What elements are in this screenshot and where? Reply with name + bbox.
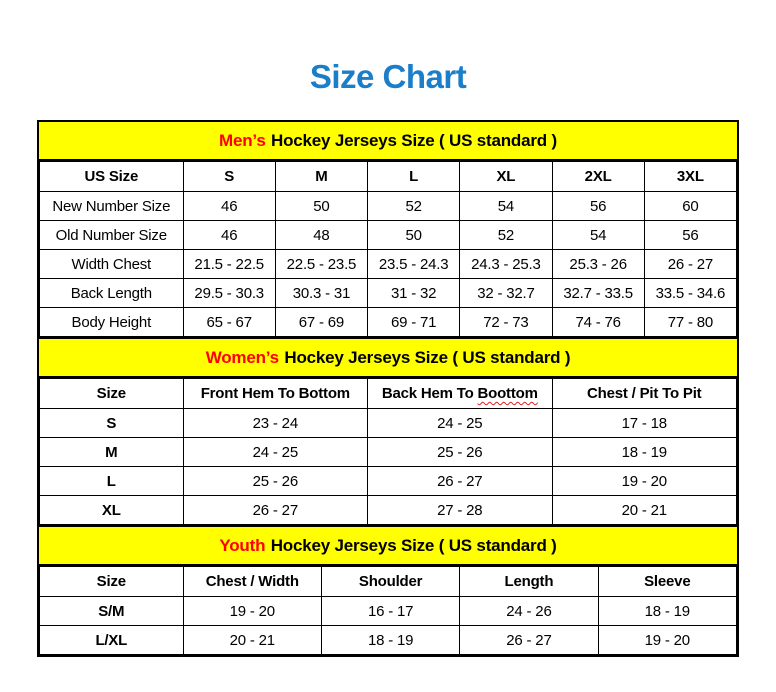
table-row-s-m — [40, 597, 737, 626]
size-value-cell: 74 - 76 — [552, 308, 644, 337]
table-row-width-chest — [40, 250, 737, 279]
size-value-cell: 52 — [368, 192, 460, 221]
size-value-cell: 18 - 19 — [598, 597, 736, 626]
column-header-2xl: 2XL — [552, 162, 644, 192]
youth-section-header — [39, 525, 737, 566]
column-header-sleeve: Sleeve — [598, 567, 736, 597]
size-value-cell: 19 - 20 — [552, 467, 736, 496]
size-value-cell: 56 — [644, 221, 736, 250]
table-row-body-height — [40, 308, 737, 337]
size-value-cell: 24.3 - 25.3 — [460, 250, 552, 279]
row-label: XL — [40, 496, 184, 525]
table-row-xl — [40, 496, 737, 525]
size-value-cell: 18 - 19 — [321, 626, 459, 655]
size-value-cell: 48 — [275, 221, 367, 250]
row-label: Old Number Size — [40, 221, 184, 250]
size-value-cell: 50 — [275, 192, 367, 221]
size-value-cell: 25 - 26 — [183, 467, 367, 496]
column-header-chest-pit-to-pit: Chest / Pit To Pit — [552, 379, 736, 409]
size-value-cell: 67 - 69 — [275, 308, 367, 337]
row-label: New Number Size — [40, 192, 184, 221]
size-value-cell: 33.5 - 34.6 — [644, 279, 736, 308]
table-row-l-xl — [40, 626, 737, 655]
mens-table-head — [40, 162, 737, 192]
table-row-l — [40, 467, 737, 496]
size-value-cell: 69 - 71 — [368, 308, 460, 337]
size-value-cell: 26 - 27 — [368, 467, 552, 496]
youth-table-head — [40, 567, 737, 597]
column-header-s: S — [183, 162, 275, 192]
size-value-cell: 72 - 73 — [460, 308, 552, 337]
size-value-cell: 32 - 32.7 — [460, 279, 552, 308]
column-header-length: Length — [460, 567, 598, 597]
size-value-cell: 27 - 28 — [368, 496, 552, 525]
size-value-cell: 23 - 24 — [183, 409, 367, 438]
womens-size-table — [39, 378, 737, 525]
size-value-cell: 21.5 - 22.5 — [183, 250, 275, 279]
size-value-cell: 20 - 21 — [183, 626, 321, 655]
womens-table-body — [40, 409, 737, 525]
size-value-cell: 17 - 18 — [552, 409, 736, 438]
column-header-back-hem-to-boottom: Back Hem To Boottom — [368, 379, 552, 409]
size-value-cell: 54 — [552, 221, 644, 250]
size-value-cell: 77 - 80 — [644, 308, 736, 337]
row-label: M — [40, 438, 184, 467]
table-row-m — [40, 438, 737, 467]
size-value-cell: 24 - 25 — [368, 409, 552, 438]
spellcheck-underlined-word: Boottom — [477, 385, 538, 402]
mens-section-header — [39, 122, 737, 161]
youth-band-text: Hockey Jerseys Size ( US standard ) — [270, 535, 557, 555]
table-row-new-number-size — [40, 192, 737, 221]
womens-section-header — [39, 337, 737, 378]
section-youth — [39, 525, 737, 655]
table-row-s — [40, 409, 737, 438]
column-header-size: Size — [40, 379, 184, 409]
table-row-back-length — [40, 279, 737, 308]
row-label: Back Length — [40, 279, 184, 308]
size-value-cell: 19 - 20 — [183, 597, 321, 626]
row-label: Body Height — [40, 308, 184, 337]
size-value-cell: 23.5 - 24.3 — [368, 250, 460, 279]
column-header-front-hem-to-bottom: Front Hem To Bottom — [183, 379, 367, 409]
size-value-cell: 26 - 27 — [183, 496, 367, 525]
column-header-3xl: 3XL — [644, 162, 736, 192]
size-value-cell: 60 — [644, 192, 736, 221]
mens-band-text: Hockey Jerseys Size ( US standard ) — [271, 130, 557, 150]
column-header-size: Size — [40, 567, 184, 597]
row-label: S/M — [40, 597, 184, 626]
womens-table-head — [40, 379, 737, 409]
row-label: S — [40, 409, 184, 438]
youth-size-table — [39, 566, 737, 655]
size-value-cell: 56 — [552, 192, 644, 221]
size-value-cell: 24 - 26 — [460, 597, 598, 626]
size-value-cell: 31 - 32 — [368, 279, 460, 308]
size-value-cell: 46 — [183, 192, 275, 221]
size-value-cell: 18 - 19 — [552, 438, 736, 467]
size-value-cell: 26 - 27 — [460, 626, 598, 655]
size-value-cell: 25 - 26 — [368, 438, 552, 467]
column-header-us-size: US Size — [40, 162, 184, 192]
size-value-cell: 19 - 20 — [598, 626, 736, 655]
size-value-cell: 50 — [368, 221, 460, 250]
table-row-old-number-size — [40, 221, 737, 250]
column-header-row — [40, 162, 737, 192]
size-value-cell: 25.3 - 26 — [552, 250, 644, 279]
row-label: Width Chest — [40, 250, 184, 279]
size-value-cell: 26 - 27 — [644, 250, 736, 279]
size-value-cell: 52 — [460, 221, 552, 250]
size-value-cell: 16 - 17 — [321, 597, 459, 626]
column-header-xl: XL — [460, 162, 552, 192]
page-title: Size Chart — [309, 58, 467, 95]
youth-band-accent: Youth — [219, 535, 266, 555]
size-value-cell: 24 - 25 — [183, 438, 367, 467]
youth-table-body — [40, 597, 737, 655]
column-header-chest-width: Chest / Width — [183, 567, 321, 597]
section-womens — [39, 337, 737, 525]
size-value-cell: 32.7 - 33.5 — [552, 279, 644, 308]
section-mens — [39, 122, 737, 337]
size-value-cell: 20 - 21 — [552, 496, 736, 525]
size-value-cell: 46 — [183, 221, 275, 250]
size-value-cell: 54 — [460, 192, 552, 221]
column-header-row — [40, 379, 737, 409]
womens-band-text: Hockey Jerseys Size ( US standard ) — [284, 347, 571, 367]
size-chart — [37, 120, 739, 657]
column-header-l: L — [368, 162, 460, 192]
column-header-shoulder: Shoulder — [321, 567, 459, 597]
mens-table-body — [40, 192, 737, 337]
size-value-cell: 22.5 - 23.5 — [275, 250, 367, 279]
column-header-m: M — [275, 162, 367, 192]
mens-size-table — [39, 161, 737, 337]
size-value-cell: 29.5 - 30.3 — [183, 279, 275, 308]
row-label: L — [40, 467, 184, 496]
column-header-row — [40, 567, 737, 597]
size-value-cell: 30.3 - 31 — [275, 279, 367, 308]
row-label: L/XL — [40, 626, 184, 655]
womens-band-accent: Women’s — [205, 347, 279, 367]
size-value-cell: 65 - 67 — [183, 308, 275, 337]
mens-band-accent: Men’s — [219, 130, 266, 150]
